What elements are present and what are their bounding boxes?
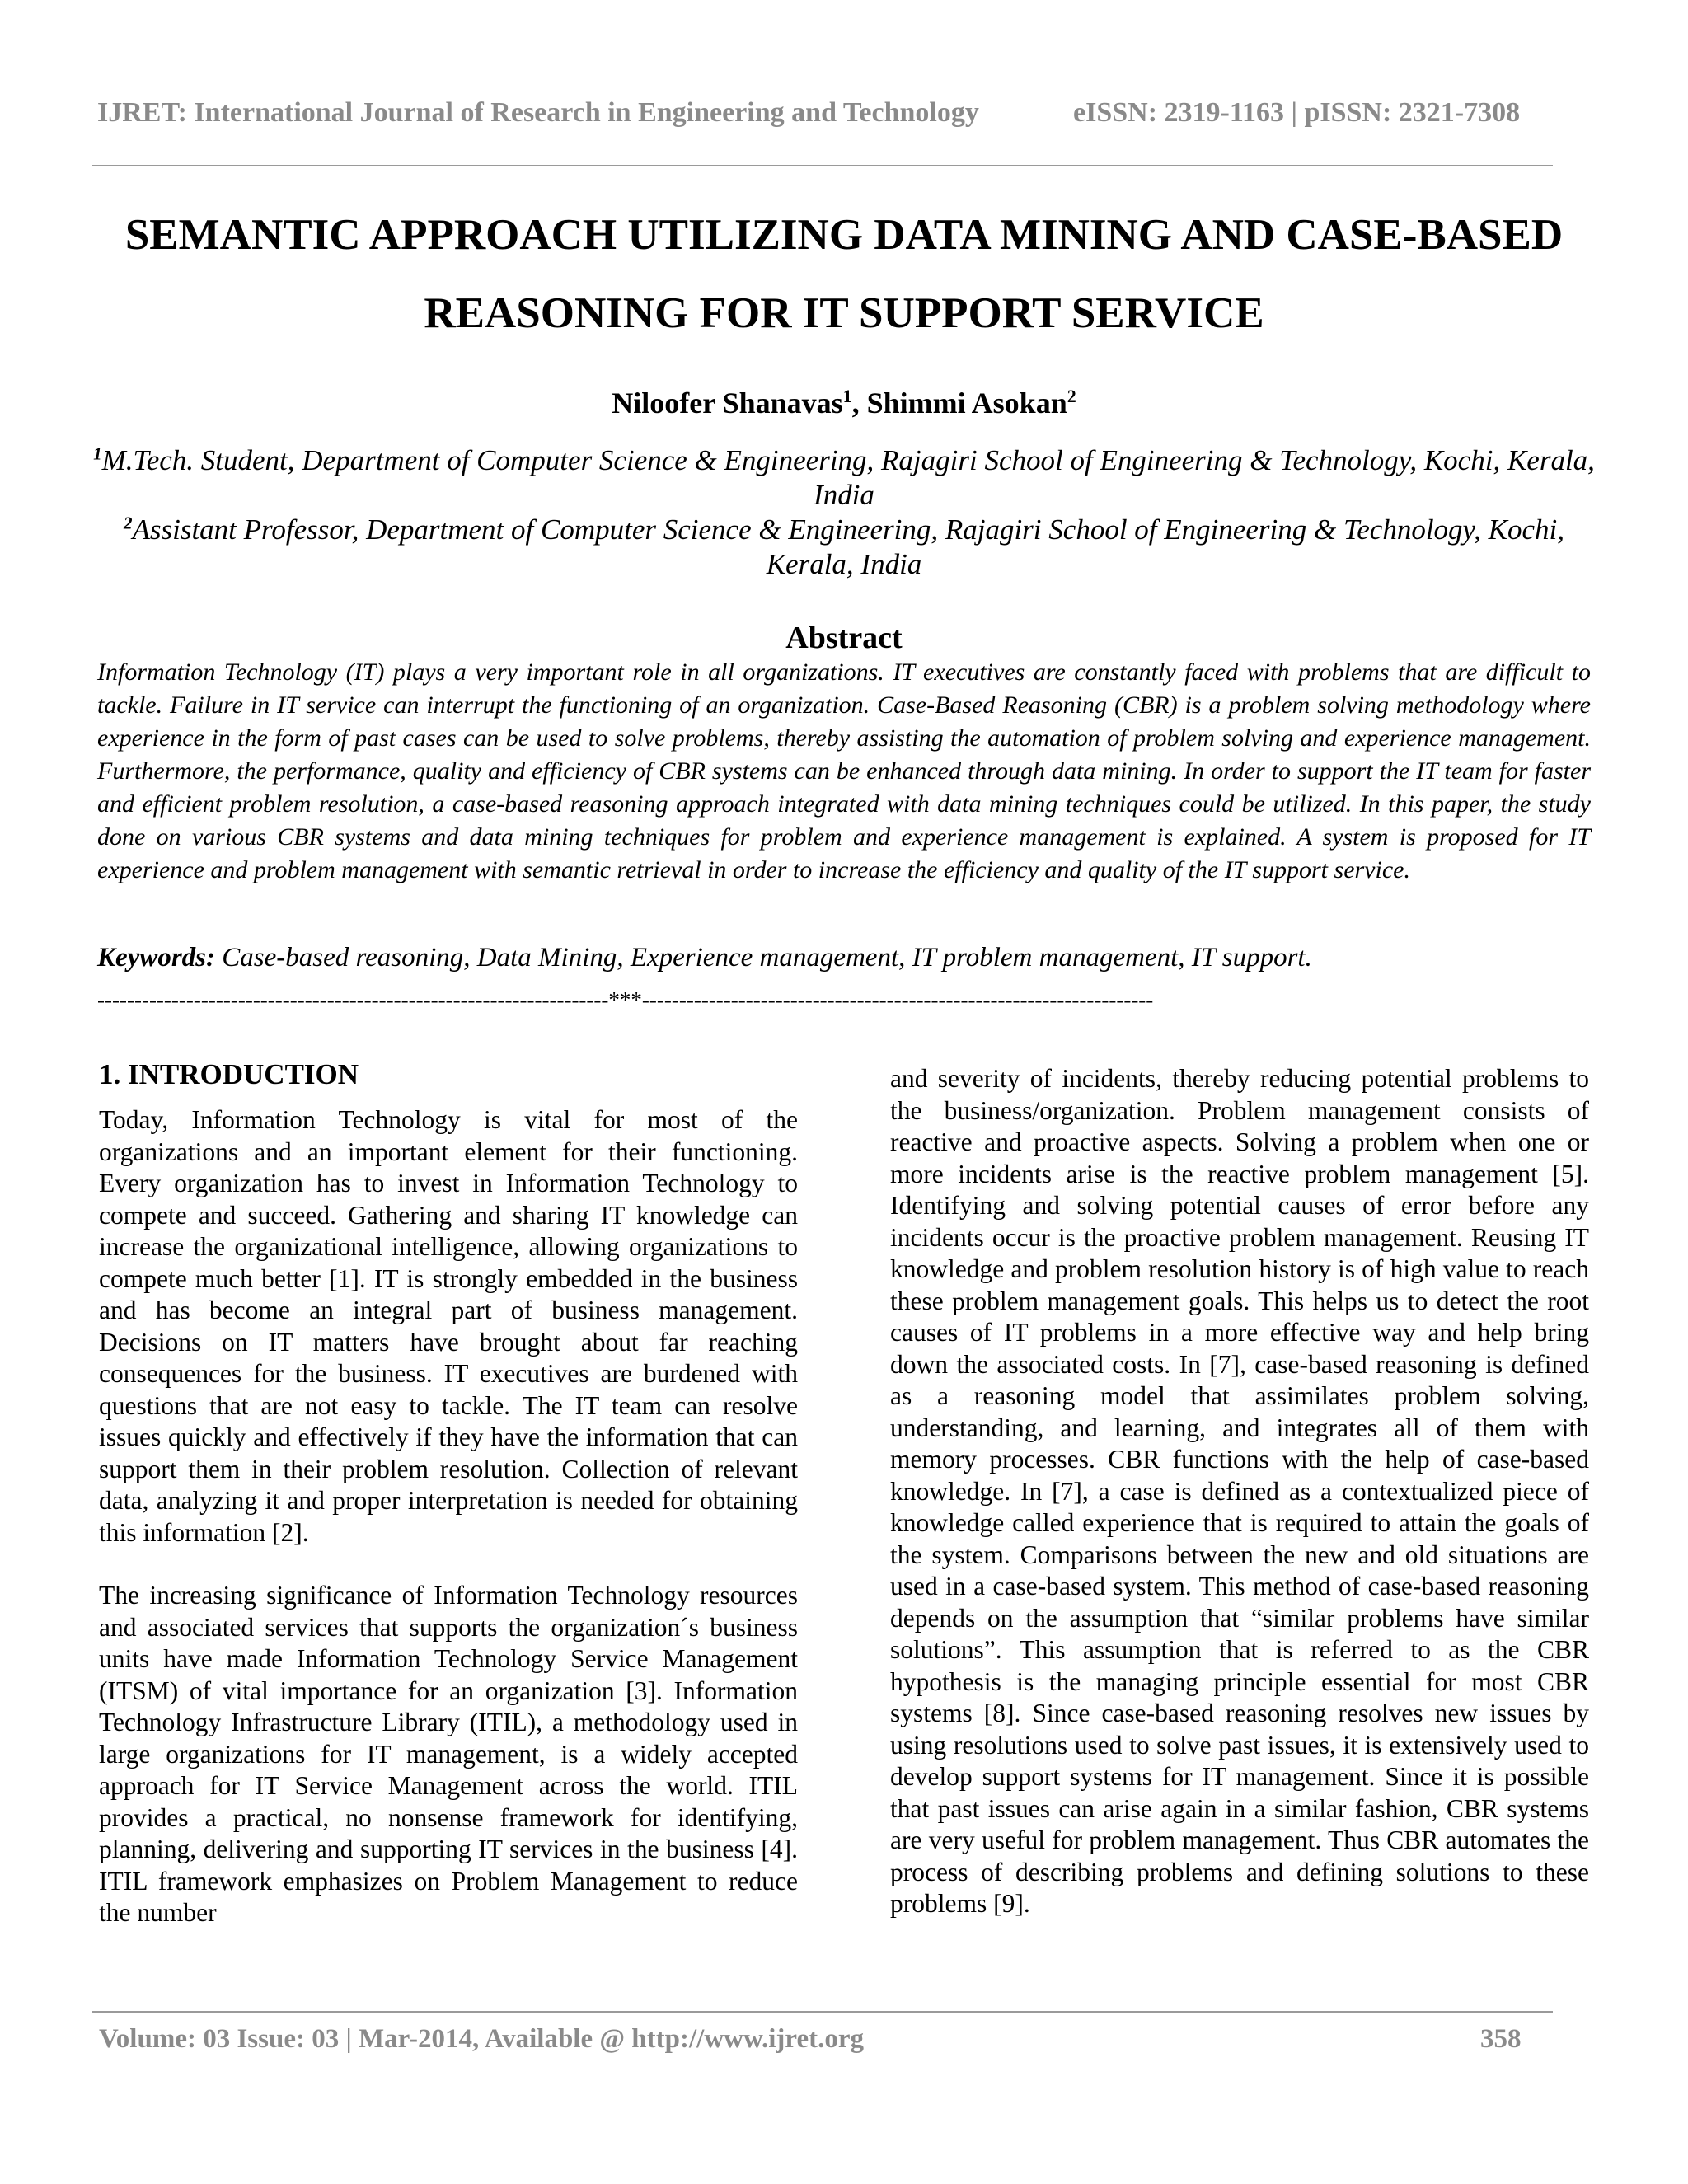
- affiliation: [82, 443, 1606, 513]
- keywords: [97, 943, 1591, 973]
- left-column: [99, 1057, 798, 1929]
- footer-rule: [92, 2011, 1553, 2013]
- body-paragraph: and severity of incidents, thereby reducing potential problems to the business/organization. Problem management consists of reactive and proactive aspects. Solving a problem when one or more incidents arise is the reactive problem management [5]. Identifying and solving potential causes of error before any incidents occur is the proactive problem management. Reusing IT knowledge and problem resolution history is of high value to reach these problem management goals. This helps us to detect the root causes of IT problems in a more effective way and help bring down the associated costs. In [7], case-based reasoning is defined as a reasoning model that assimilates problem solving, understanding, and learning, and integrates all of them with memory processes. CBR functions with the help of case-based knowledge. In [7], a case is defined as a contextualized piece of knowledge called experience that is required to attain the goals of the system. Comparisons between the new and old situations are used in a case-based system. This method of case-based reasoning depends on the assumption that “similar problems have similar solutions”. This assumption that is referred to as the CBR hypothesis is the managing principle essential for most CBR systems [8]. Since case-based reasoning resolves new issues by using resolutions used to solve past issues, it is extensively used to develop support systems for IT management. Since it is possible that past issues can arise again in a similar fashion, CBR systems are very useful for problem management. Thus CBR automates the process of describing problems and defining solutions to these problems [9].: [890, 1064, 1589, 1918]
- author-affiliation-marker: 1: [842, 386, 852, 406]
- affiliation-marker: 1: [93, 443, 102, 464]
- affiliation: [82, 513, 1606, 582]
- volume-footer: Volume: 03 Issue: 03 | Mar-2014, Available @ http://www.ijret.org: [99, 2024, 864, 2054]
- body-paragraph: Today, Information Technology is vital for most of the organizations and an important element for their functioning. Every organization has to invest in Information Technology to compete and succeed. Gathering and sharing IT knowledge can increase the organizational intelligence, allowing organizations to compete much better [1]. IT is strongly embedded in the business and has become an integral part of business management. Decisions on IT matters have brought about far reaching consequences for the business. IT executives are burdened with questions that are not easy to tackle. The IT team can resolve issues quickly and effectively if they have the information that can support them in their problem resolution. Collection of relevant data, analyzing it and proper interpretation is needed for obtaining this information [2].: [99, 1105, 798, 1547]
- paper-title: SEMANTIC APPROACH UTILIZING DATA MINING AND CASE-BASED REASONING FOR IT SUPPORT SERVICE: [124, 211, 1564, 337]
- author-line: [82, 386, 1606, 420]
- journal-header: IJRET: International Journal of Research in Engineering and Technology: [97, 97, 979, 128]
- author-name: Niloofer Shanavas: [612, 387, 843, 419]
- author-separator: ,: [851, 387, 867, 419]
- affiliation-marker: 2: [123, 513, 133, 533]
- page-number: 358: [1480, 2024, 1522, 2054]
- affiliation-text: M.Tech. Student, Department of Computer Science & Engineering, Rajagiri School of Engineering & Technology, Kochi, Kerala, India: [101, 444, 1595, 511]
- issn-header: eISSN: 2319-1163 | pISSN: 2321-7308: [1073, 97, 1521, 128]
- right-column: [890, 1063, 1589, 1920]
- author-affiliation-marker: 2: [1067, 386, 1076, 406]
- abstract-text: Information Technology (IT) plays a very important role in all organizations. IT executives are constantly faced with problems that are difficult to tackle. Failure in IT service can interrupt the functioning of an organization. Case-Based Reasoning (CBR) is a problem solving methodology where experience in the form of past cases can be used to solve problems, thereby assisting the automation of problem solving and experience management. Furthermore, the performance, quality and efficiency of CBR systems can be enhanced through data mining. In order to support the IT team for faster and efficient problem resolution, a case-based reasoning approach integrated with data mining techniques could be utilized. In this paper, the study done on various CBR systems and data mining techniques for problem and experience management is explained. A system is proposed for IT experience and problem management with semantic retrieval in order to increase the efficiency and quality of the IT support service.: [97, 658, 1591, 883]
- body-paragraph: The increasing significance of Information Technology resources and associated services that supports the organization´s business units have made Information Technology Service Management (ITSM) of vital importance for an organization [3]. Information Technology Infrastructure Library (ITIL), a methodology used in large organizations for IT management, is a widely accepted approach for IT Service Management across the world. ITIL provides a practical, no nonsense framework for identifying, planning, delivering and supporting IT services in the business [4]. ITIL framework emphasizes on Problem Management to reduce the number: [99, 1581, 798, 1927]
- keywords-label: Keywords:: [97, 943, 215, 972]
- author-name: Shimmi Asokan: [866, 387, 1067, 419]
- keywords-text: Case-based reasoning, Data Mining, Experience management, IT problem management, IT support.: [215, 943, 1312, 972]
- affiliation-text: Assistant Professor, Department of Computer Science & Engineering, Rajagiri School of Engineering & Technology, Kochi, Kerala, India: [132, 513, 1565, 580]
- section-heading: 1. INTRODUCTION: [99, 1058, 359, 1090]
- abstract-heading: Abstract: [785, 621, 903, 655]
- section-separator: ---------------------------------------------------------------------***---------------------------------------------------------------------: [97, 987, 1154, 1012]
- header-rule: [92, 165, 1553, 166]
